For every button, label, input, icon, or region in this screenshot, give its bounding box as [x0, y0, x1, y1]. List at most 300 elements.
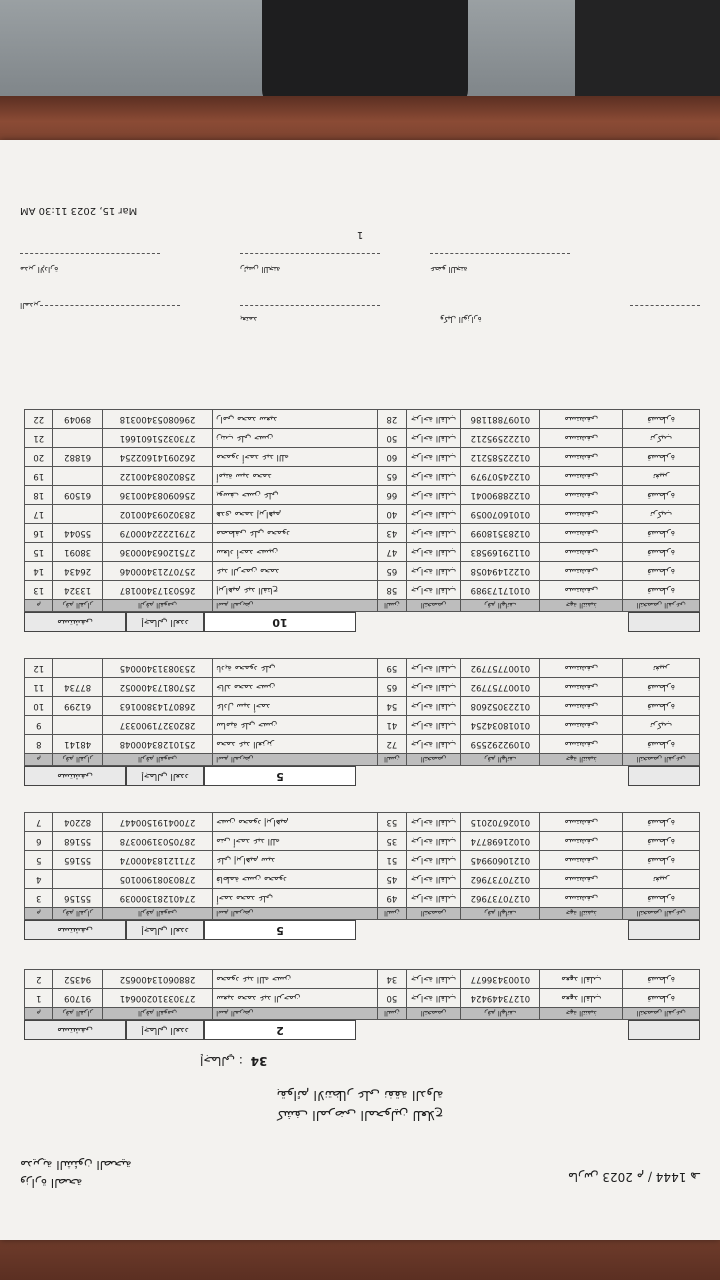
patient-group	[24, 974, 700, 1040]
table-cell: مستشفى	[540, 562, 623, 581]
summary-cell	[628, 920, 700, 940]
table-cell: قسطرة	[623, 889, 700, 908]
column-header: م	[25, 600, 53, 612]
column-header: رقم القرار	[53, 600, 102, 612]
column-header: التخصص	[406, 754, 461, 766]
table-cell: جراحة القلب	[406, 970, 461, 989]
table-cell: 01228890041	[461, 486, 540, 505]
table-cell: 18	[25, 486, 53, 505]
group-summary	[24, 1022, 700, 1040]
summary-count: 10	[204, 612, 356, 632]
table-cell: 61299	[53, 697, 102, 716]
paper-holder	[0, 140, 720, 1240]
table-row	[25, 659, 700, 678]
column-header: السن	[378, 754, 406, 766]
table-cell: 50	[378, 429, 406, 448]
group-summary	[24, 768, 700, 786]
table-cell: جراحة القلب	[406, 486, 461, 505]
table-cell: تركيب	[623, 716, 700, 735]
patient-group	[24, 817, 700, 940]
table-cell: عبد الرحمن محمد	[213, 562, 378, 581]
column-header: رقم الهاتف	[461, 1008, 540, 1020]
table-cell: زينب علي حسن	[213, 429, 378, 448]
table-row	[25, 697, 700, 716]
table-cell: 01016070059	[461, 505, 540, 524]
table-cell: إبراهيم عبد الفتاح	[213, 581, 378, 600]
table-cell: قسطرة	[623, 543, 700, 562]
table-cell: 28	[378, 410, 406, 429]
table-cell: 01224507979	[461, 467, 540, 486]
column-header: رقم الهاتف	[461, 908, 540, 920]
table-cell: قسطرة	[623, 562, 700, 581]
table-cell: 26209141602254	[102, 448, 212, 467]
table-cell: 12	[25, 659, 53, 678]
table-cell: مستشفى	[540, 505, 623, 524]
document-title: كشف المرضى المحولين للعلاج	[276, 1107, 444, 1122]
patient-table	[24, 658, 700, 766]
table-cell: 82204	[53, 813, 102, 832]
column-header: رقم القرار	[53, 754, 102, 766]
table-cell: مستشفى	[540, 524, 623, 543]
table-cell: مستشفى	[540, 659, 623, 678]
table-cell: 65	[378, 562, 406, 581]
table-row	[25, 716, 700, 735]
patient-table	[24, 812, 700, 920]
table-cell: جراحة القلب	[406, 410, 461, 429]
table-cell: قسطرة	[623, 448, 700, 467]
patient-group	[24, 663, 700, 786]
column-header: جهة التنفيذ	[540, 1008, 623, 1020]
signature-line	[20, 253, 160, 254]
table-cell: علي إبراهيم سيد	[213, 851, 378, 870]
table-cell: 27803081900105	[102, 870, 212, 889]
table-cell: مستشفى	[540, 813, 623, 832]
column-header: رقم القرار	[53, 1008, 102, 1020]
table-cell: 01221494058	[461, 562, 540, 581]
signature-title-s6: المدير	[20, 301, 41, 310]
table-cell: 01007757792	[461, 678, 540, 697]
summary-cell	[628, 766, 700, 786]
table-cell: تركيب	[623, 505, 700, 524]
table-row	[25, 448, 700, 467]
table-cell	[53, 716, 102, 735]
table-cell	[53, 429, 102, 448]
table-cell: 1	[25, 989, 53, 1008]
table-cell: 41	[378, 716, 406, 735]
table-row	[25, 467, 700, 486]
table-cell: 01270737962	[461, 889, 540, 908]
table-cell: 2	[25, 970, 53, 989]
table-cell: جراحة القلب	[406, 524, 461, 543]
table-cell: محمد عبد العزيز	[213, 735, 378, 754]
table-header-row	[25, 908, 700, 920]
table-cell: 5	[25, 851, 53, 870]
table-cell: معهد القلب	[540, 989, 623, 1008]
table-cell: مستشفى	[540, 735, 623, 754]
table-cell: 27912222400079	[102, 524, 212, 543]
table-row	[25, 524, 700, 543]
table-cell: 38091	[53, 543, 102, 562]
table-cell: قسطرة	[623, 735, 700, 754]
table-cell: 16	[25, 524, 53, 543]
table-row	[25, 832, 700, 851]
table-cell: 01222585212	[461, 448, 540, 467]
summary-count: 2	[204, 1020, 356, 1040]
table-cell: جراحة القلب	[406, 851, 461, 870]
table-cell: 55165	[53, 851, 102, 870]
table-cell: 66	[378, 486, 406, 505]
table-cell: 17	[25, 505, 53, 524]
table-cell: مستشفى	[540, 486, 623, 505]
table-cell: 27512063400036	[102, 543, 212, 562]
signature-title-s1: عضو اللجنة	[430, 265, 468, 274]
table-cell: 55156	[53, 889, 102, 908]
column-header: التخصص الفرعي	[623, 600, 700, 612]
table-cell: جراحة القلب	[406, 659, 461, 678]
table-cell: 28203271900337	[102, 716, 212, 735]
column-header: السن	[378, 908, 406, 920]
signature-title-s2: رئيس اللجنة	[240, 265, 281, 274]
table-cell: مستشفى	[540, 870, 623, 889]
table-cell: 25707213400046	[102, 562, 212, 581]
column-header: رقم القرار	[53, 908, 102, 920]
table-cell: 53	[378, 813, 406, 832]
column-header: الرقم القومي	[102, 1008, 212, 1020]
signature-title-s3: مدير الإدارة	[20, 265, 59, 274]
column-header: التخصص	[406, 600, 461, 612]
table-cell: 59	[378, 659, 406, 678]
table-cell: جراحة القلب	[406, 448, 461, 467]
column-header: م	[25, 754, 53, 766]
table-row	[25, 989, 700, 1008]
table-cell: 91709	[53, 989, 102, 1008]
table-cell: 7	[25, 813, 53, 832]
table-cell: 01097881186	[461, 410, 540, 429]
table-cell: 45	[378, 870, 406, 889]
table-cell: مستشفى	[540, 543, 623, 562]
table-cell: سعاد أحمد حسين	[213, 543, 378, 562]
signature-line	[240, 305, 380, 306]
table-cell: 01007757792	[461, 659, 540, 678]
column-header: التخصص الفرعي	[623, 908, 700, 920]
table-cell: 01270737962	[461, 870, 540, 889]
summary-label: إجمالي العدد	[126, 920, 204, 940]
table-cell: 60	[378, 448, 406, 467]
table-cell: قسطرة	[623, 697, 700, 716]
table-cell: 01003436677	[461, 970, 540, 989]
table-cell: تغيير	[623, 467, 700, 486]
table-cell: 26503173400187	[102, 581, 212, 600]
group-summary	[24, 614, 700, 632]
table-row	[25, 678, 700, 697]
table-cell: مستشفى	[540, 716, 623, 735]
signature-line	[630, 305, 700, 306]
table-cell: مصطفى علي محمود	[213, 524, 378, 543]
summary-label: إجمالي العدد	[126, 612, 204, 632]
document-date: مارس 2023 م / 1444 هـ	[567, 1170, 700, 1184]
summary-name: مستشفى	[24, 1020, 126, 1040]
table-cell: جراحة القلب	[406, 581, 461, 600]
table-row	[25, 889, 700, 908]
table-cell: جراحة القلب	[406, 678, 461, 697]
summary-label: إجمالي العدد	[126, 766, 204, 786]
table-row	[25, 429, 700, 448]
person-leg-left	[262, 0, 468, 108]
table-cell: قسطرة	[623, 410, 700, 429]
document-page	[0, 140, 720, 1240]
table-cell: جراحة القلب	[406, 562, 461, 581]
table-cell: 27004191500447	[102, 813, 212, 832]
column-header: التخصص	[406, 908, 461, 920]
group-summary	[24, 922, 700, 940]
patient-table	[24, 969, 700, 1020]
total-label: : إجمالي	[200, 1054, 243, 1068]
table-cell: أمينة سيد محمد	[213, 467, 378, 486]
table-cell: 65	[378, 678, 406, 697]
table-cell: 35	[378, 832, 406, 851]
table-header-row	[25, 600, 700, 612]
table-cell: 29608053400318	[102, 410, 212, 429]
table-cell	[53, 870, 102, 889]
column-header: السن	[378, 1008, 406, 1020]
column-header: رقم الهاتف	[461, 754, 540, 766]
table-cell: 48141	[53, 735, 102, 754]
table-cell: 47	[378, 543, 406, 562]
summary-cell	[628, 1020, 700, 1040]
table-cell: قسطرة	[623, 970, 700, 989]
column-header: الرقم القومي	[102, 908, 212, 920]
table-cell: نادية محمود علي	[213, 659, 378, 678]
table-cell: جراحة القلب	[406, 735, 461, 754]
table-cell: 61509	[53, 486, 102, 505]
table-cell: 27303310200641	[102, 989, 212, 1008]
table-cell	[53, 467, 102, 486]
table-cell: قسطرة	[623, 678, 700, 697]
table-cell: مستشفى	[540, 889, 623, 908]
table-row	[25, 813, 700, 832]
table-cell	[53, 505, 102, 524]
table-cell: 01273449424	[461, 989, 540, 1008]
signature-line	[430, 253, 570, 254]
table-cell: 01283518099	[461, 524, 540, 543]
table-cell: 01223052608	[461, 697, 540, 716]
table-cell: 55168	[53, 832, 102, 851]
table-row	[25, 410, 700, 429]
table-cell: جراحة القلب	[406, 889, 461, 908]
table-cell: محمود أحمد عبد الله	[213, 448, 378, 467]
table-cell: تركيب	[623, 429, 700, 448]
table-cell: 40	[378, 505, 406, 524]
table-cell: قسطرة	[623, 813, 700, 832]
table-cell: مستشفى	[540, 448, 623, 467]
column-header: جهة التنفيذ	[540, 754, 623, 766]
table-cell: 13	[25, 581, 53, 600]
table-cell: 01026702015	[461, 813, 540, 832]
table-row	[25, 970, 700, 989]
table-cell: يوسف حسن علي	[213, 486, 378, 505]
table-row	[25, 581, 700, 600]
table-cell: مستشفى	[540, 851, 623, 870]
table-cell: 25802083400122	[102, 467, 212, 486]
table-cell: أحمد محمد علي	[213, 889, 378, 908]
table-cell: 50	[378, 989, 406, 1008]
summary-count: 5	[204, 920, 356, 940]
summary-name: مستشفى	[24, 920, 126, 940]
column-header: الرقم القومي	[102, 754, 212, 766]
patient-group	[24, 414, 700, 632]
table-cell: 15	[25, 543, 53, 562]
table-row	[25, 505, 700, 524]
table-cell: مستشفى	[540, 678, 623, 697]
table-cell: 94352	[53, 970, 102, 989]
table-cell: معهد القلب	[540, 970, 623, 989]
table-cell: 10	[25, 697, 53, 716]
column-header: اسم المريض	[213, 600, 378, 612]
table-cell: جراحة القلب	[406, 813, 461, 832]
table-cell: 9	[25, 716, 53, 735]
table-cell: عادل سيد أحمد	[213, 697, 378, 716]
table-cell: جراحة القلب	[406, 697, 461, 716]
table-cell: 28806013400652	[102, 970, 212, 989]
directorate-name: مديرية الشئون الصحية	[20, 1158, 132, 1172]
column-header: الرقم القومي	[102, 600, 212, 612]
table-cell: 19	[25, 467, 53, 486]
table-cell: 25101283400048	[102, 735, 212, 754]
table-cell: جراحة القلب	[406, 543, 461, 562]
table-cell: 28705031900378	[102, 832, 212, 851]
signature-title-s5: وكيل الوزارة	[440, 315, 482, 324]
table-cell: تغيير	[623, 659, 700, 678]
table-cell: 20	[25, 448, 53, 467]
table-cell: 4	[25, 870, 53, 889]
table-cell: 54	[378, 697, 406, 716]
total-value: 34	[250, 1054, 268, 1068]
table-cell: 43	[378, 524, 406, 543]
table-cell: 13324	[53, 581, 102, 600]
table-cell: منى أحمد عبد الله	[213, 832, 378, 851]
table-cell: تغيير	[623, 870, 700, 889]
table-cell: 01017173989	[461, 581, 540, 600]
column-header: السن	[378, 600, 406, 612]
table-cell: 25609083400136	[102, 486, 212, 505]
summary-count: 5	[204, 766, 356, 786]
table-cell: 61882	[53, 448, 102, 467]
table-cell: 34	[378, 970, 406, 989]
table-cell: خالد محمد حسن	[213, 678, 378, 697]
table-cell: 21	[25, 429, 53, 448]
table-cell: 65	[378, 467, 406, 486]
column-header: جهة التنفيذ	[540, 908, 623, 920]
table-header-row	[25, 754, 700, 766]
table-cell: مستشفى	[540, 467, 623, 486]
table-cell: 51	[378, 851, 406, 870]
table-cell: جراحة القلب	[406, 716, 461, 735]
table-cell: قسطرة	[623, 486, 700, 505]
table-cell: 3	[25, 889, 53, 908]
summary-name: مستشفى	[24, 766, 126, 786]
ministry-name: وزارة الصحة	[20, 1176, 83, 1190]
table-cell: 01021698774	[461, 832, 540, 851]
table-cell: جراحة القلب	[406, 429, 461, 448]
column-header: اسم المريض	[213, 908, 378, 920]
table-cell: قسطرة	[623, 851, 700, 870]
table-cell: قسطرة	[623, 832, 700, 851]
column-header: التخصص الفرعي	[623, 1008, 700, 1020]
table-cell: جراحة القلب	[406, 870, 461, 889]
column-header: اسم المريض	[213, 754, 378, 766]
table-cell: 25308313400045	[102, 659, 212, 678]
table-cell: محمود عبد الله حسن	[213, 970, 378, 989]
table-cell: 01092292559	[461, 735, 540, 754]
document-subtitle: بقوائم الانتظار على نفقة الدولة	[276, 1087, 444, 1102]
table-cell: 8	[25, 735, 53, 754]
signature-line	[240, 253, 380, 254]
table-cell: فاطمة حسن محمود	[213, 870, 378, 889]
table-cell: 11	[25, 678, 53, 697]
table-cell: 27112183400074	[102, 851, 212, 870]
column-header: جهة التنفيذ	[540, 600, 623, 612]
table-cell: مستشفى	[540, 697, 623, 716]
table-cell: قسطرة	[623, 581, 700, 600]
summary-label: إجمالي العدد	[126, 1020, 204, 1040]
table-cell: 01018034254	[461, 716, 540, 735]
table-row	[25, 735, 700, 754]
table-cell: جراحة القلب	[406, 832, 461, 851]
table-cell: 28302093400102	[102, 505, 212, 524]
table-cell: 14	[25, 562, 53, 581]
table-cell: مستشفى	[540, 581, 623, 600]
table-cell: 01129169583	[461, 543, 540, 562]
total-line	[200, 1054, 267, 1068]
table-row	[25, 543, 700, 562]
table-cell	[53, 659, 102, 678]
column-header: رقم الهاتف	[461, 600, 540, 612]
table-cell: 26807143800163	[102, 697, 212, 716]
table-row	[25, 562, 700, 581]
page-number: 1	[356, 229, 364, 240]
table-cell: هدى محمد إبراهيم	[213, 505, 378, 524]
table-cell: مستشفى	[540, 832, 623, 851]
table-cell: مستشفى	[540, 429, 623, 448]
table-cell: 6	[25, 832, 53, 851]
table-cell: جراحة القلب	[406, 467, 461, 486]
column-header: التخصص الفرعي	[623, 754, 700, 766]
table-cell: جراحة القلب	[406, 505, 461, 524]
table-cell: قسطرة	[623, 524, 700, 543]
table-cell: سامية علي حسن	[213, 716, 378, 735]
table-row	[25, 486, 700, 505]
table-cell: مستشفى	[540, 410, 623, 429]
table-cell: 72	[378, 735, 406, 754]
table-header-row	[25, 1008, 700, 1020]
summary-cell	[628, 612, 700, 632]
column-header: التخصص	[406, 1008, 461, 1020]
table-cell: 49	[378, 889, 406, 908]
table-cell: 58	[378, 581, 406, 600]
signature-line	[40, 305, 180, 306]
table-cell: 27303251601661	[102, 429, 212, 448]
column-header: م	[25, 908, 53, 920]
table-cell: 01222595212	[461, 429, 540, 448]
table-cell: 22	[25, 410, 53, 429]
table-cell: قسطرة	[623, 989, 700, 1008]
column-header: م	[25, 1008, 53, 1020]
table-cell: رامي محمد سعيد	[213, 410, 378, 429]
summary-name: مستشفى	[24, 612, 126, 632]
table-cell: 26434	[53, 562, 102, 581]
table-cell: 87734	[53, 678, 102, 697]
print-timestamp: Mar 15, 2023 11:30 AM	[20, 205, 138, 216]
